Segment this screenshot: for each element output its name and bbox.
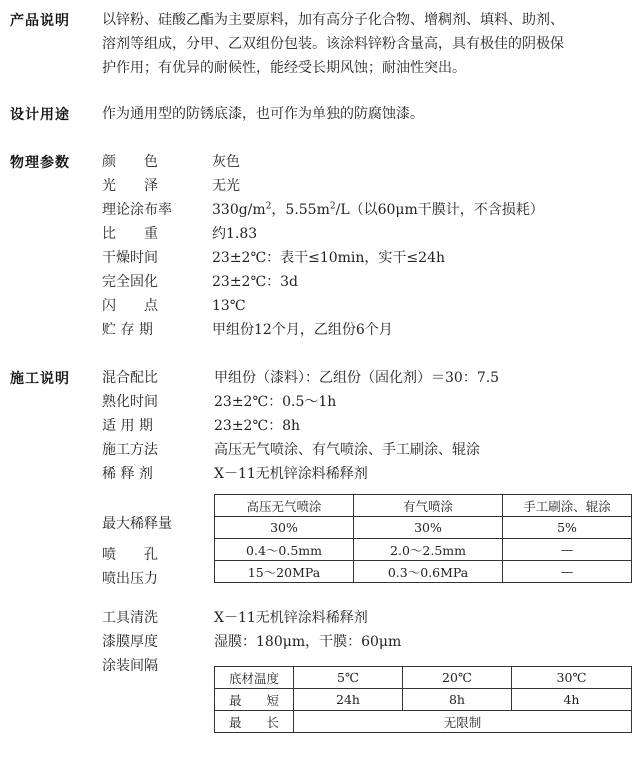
app-value: X－11无机锌涂料稀释剂 (214, 610, 368, 626)
app-label: 混合配比 (102, 370, 158, 386)
app-label: 稀 释 剂 (102, 466, 153, 482)
param-row (102, 318, 393, 342)
app-value: 23±2℃：0.5～1h (214, 394, 337, 410)
app-value: X－11无机锌涂料稀释剂 (214, 466, 368, 482)
param-row (102, 150, 240, 174)
table-cell: — (503, 539, 632, 561)
table-header-cell: 5℃ (294, 667, 403, 689)
application-title: 施工说明 (10, 371, 70, 387)
param-row (102, 222, 257, 246)
product-title: 产品说明 (10, 13, 70, 29)
product-line-2: 溶剂等组成，分甲、乙双组份包装。该涂料锌粉含量高，具有极佳的阴极保 (102, 36, 564, 52)
table-row (215, 539, 632, 561)
table-header-cell: 20℃ (403, 667, 512, 689)
param-value: 23±2℃：3d (212, 274, 298, 290)
param-row (102, 270, 298, 294)
param-label: 理论涂布率 (102, 202, 172, 218)
physical-title: 物理参数 (10, 155, 70, 171)
product-line-3: 护作用；有优异的耐候性，能经受长期风蚀；耐油性突出。 (102, 60, 466, 76)
app-label: 适 用 期 (102, 418, 153, 434)
table-cell: 2.0～2.5mm (354, 539, 503, 561)
app-label: 施工方法 (102, 442, 158, 458)
app-label: 涂装间隔 (102, 658, 158, 674)
app-row (102, 414, 300, 438)
param-label: 闪 点 (102, 298, 158, 314)
table-cell: 无限制 (294, 711, 632, 733)
dilution-table (214, 494, 632, 583)
param-value: 23±2℃：表干≤10min，实干≤24h (212, 250, 445, 266)
param-label: 比 重 (102, 226, 158, 242)
app-value: 湿膜：180μm，干膜：60μm (214, 634, 402, 650)
table-cell: — (503, 561, 632, 583)
table-row (215, 561, 632, 583)
table-row (215, 517, 632, 539)
param-label: 贮 存 期 (102, 322, 153, 338)
param-value: 甲组份12个月，乙组份6个月 (212, 322, 393, 338)
param-value: $330g/m^2$，$5.55m^2/L$（以60μm干膜计，不含损耗） (212, 201, 544, 218)
app-label: 熟化时间 (102, 394, 158, 410)
table-cell: 4h (512, 689, 632, 711)
param-label: 颜 色 (102, 154, 158, 170)
table-cell: 0.3～0.6MPa (354, 561, 503, 583)
param-label: 干燥时间 (102, 250, 158, 266)
param-row (102, 198, 544, 222)
table-cell: 30% (215, 517, 354, 539)
app-value: 甲组份（漆料）：乙组份（固化剂）＝30：7.5 (214, 370, 500, 386)
table-cell: 15～20MPa (215, 561, 354, 583)
table-row-label: 最 短 (215, 689, 294, 711)
app-row (102, 366, 499, 390)
table-row (215, 689, 632, 711)
table-header-cell: 底材温度 (215, 667, 294, 689)
app-value: 23±2℃：8h (214, 418, 301, 434)
param-value: 灰色 (212, 154, 240, 170)
app-label: 漆膜厚度 (102, 634, 158, 650)
param-row (102, 174, 240, 198)
table-row (215, 711, 632, 733)
dilution-label-pressure: 喷出压力 (102, 571, 158, 587)
param-row (102, 294, 245, 318)
product-description (102, 8, 630, 80)
table-cell: 0.4～0.5mm (215, 539, 354, 561)
app-row (102, 606, 368, 630)
param-value: 无光 (212, 178, 240, 194)
param-row (102, 246, 445, 270)
usage-text: 作为通用型的防锈底漆，也可作为单独的防腐蚀漆。 (102, 106, 424, 122)
table-cell: 30% (354, 517, 503, 539)
param-value: 13℃ (212, 298, 246, 314)
app-value: 高压无气喷涂、有气喷涂、手工刷涂、辊涂 (214, 442, 480, 458)
table-row (215, 495, 632, 517)
app-row (102, 654, 214, 678)
dilution-label-max: 最大稀释量 (102, 516, 172, 532)
table-header-cell: 手工刷涂、辊涂 (503, 495, 632, 517)
table-row-label: 最 长 (215, 711, 294, 733)
table-header-cell: 有气喷涂 (354, 495, 503, 517)
param-label: 光 泽 (102, 178, 158, 194)
usage-title: 设计用途 (10, 107, 70, 123)
app-label: 工具清洗 (102, 610, 158, 626)
app-row (102, 390, 336, 414)
table-cell: 5% (503, 517, 632, 539)
table-header-cell: 30℃ (512, 667, 632, 689)
app-row (102, 630, 401, 654)
param-label: 完全固化 (102, 274, 158, 290)
product-line-1: 以锌粉、硅酸乙酯为主要原料，加有高分子化合物、增稠剂、填料、助剂、 (102, 12, 564, 28)
table-row (215, 667, 632, 689)
dilution-label-nozzle: 喷 孔 (102, 547, 158, 563)
interval-table (214, 666, 632, 733)
app-row (102, 462, 368, 486)
param-value: 约1.83 (212, 226, 258, 242)
table-cell: 8h (403, 689, 512, 711)
app-row (102, 438, 480, 462)
table-cell: 24h (294, 689, 403, 711)
table-header-cell: 高压无气喷涂 (215, 495, 354, 517)
